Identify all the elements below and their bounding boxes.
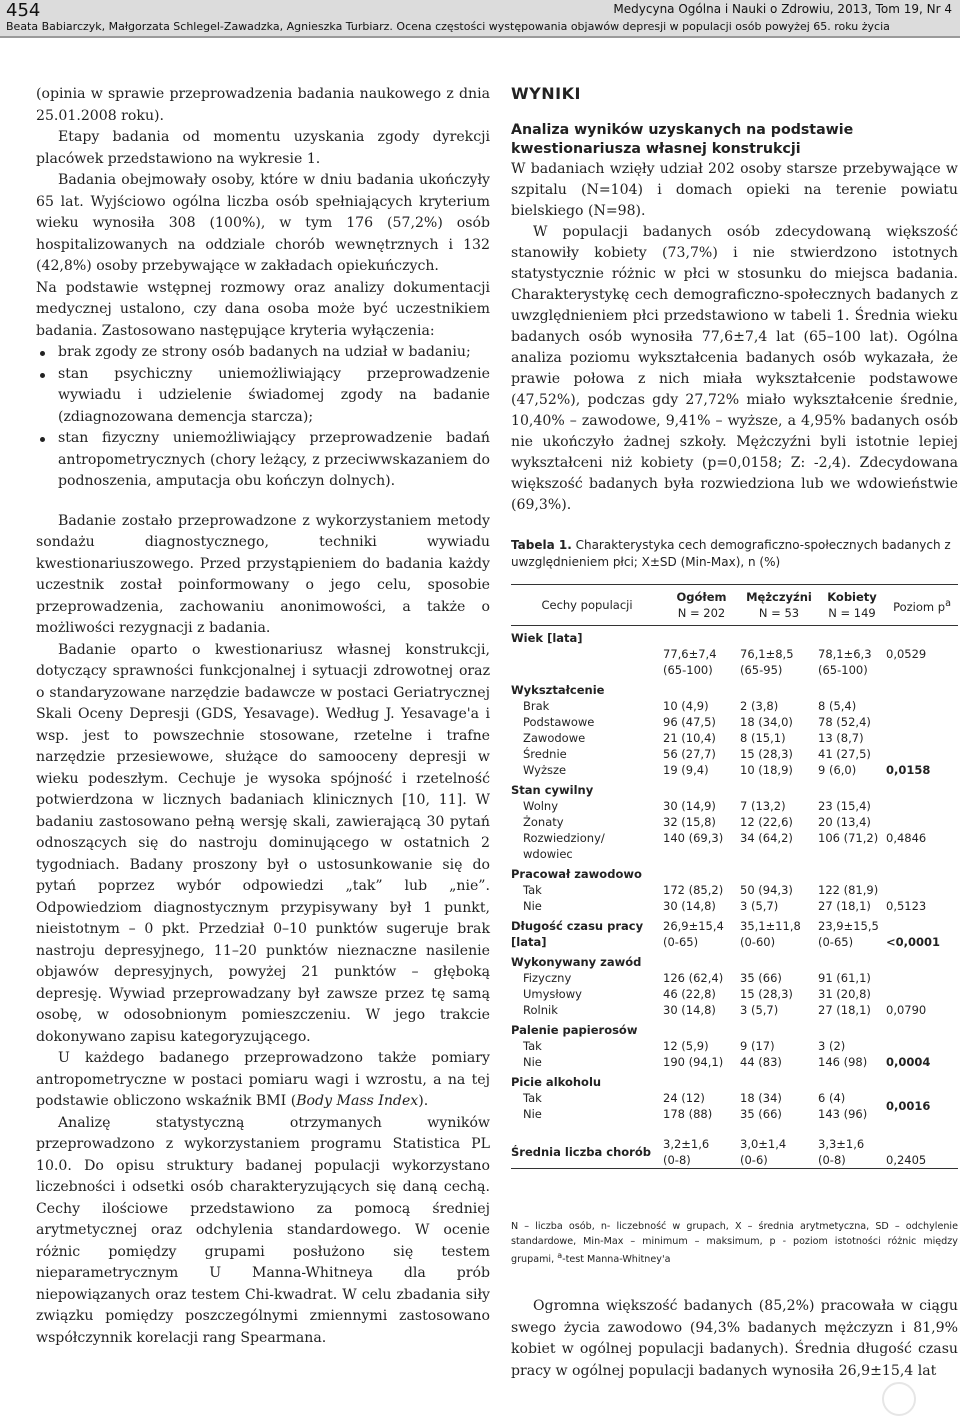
demographics-table (511, 584, 958, 1169)
table-row: Podstawowe 96 (47,5) 18 (34,0) 78 (52,4) (523, 715, 871, 729)
right-column (511, 84, 958, 516)
table-group-row: Picie alkoholu (511, 1075, 602, 1089)
table-row: 77,6±7,4 76,1±8,5 78,1±6,3 0,0529 (663, 647, 927, 661)
paragraph: U każdego badanego przeprowadzono także pomiary antropometryczne w postaci pomiaru wagi i wzrostu, a na tej podstawie obliczono wskaźnik BMI (Body Mass Index). (36, 1050, 490, 1109)
table-group-row: Pracował zawodowo (511, 867, 642, 881)
running-title: Beata Babiarczyk, Małgorzata Schlegel-Zawadzka, Agnieszka Turbiarz. Ocena częstości występowania objawów depresji w populacji osób powyżej 65. roku życia (6, 20, 890, 33)
table-group-row: Wykształcenie (511, 683, 605, 697)
table-row: Żonaty 32 (15,8) 12 (22,6) 20 (13,4) (523, 815, 871, 829)
paragraph: Badanie zostało przeprowadzone z wykorzystaniem metody sondażu diagnostycznego, techniki wywiadu kwestionariuszowego. Przed przystąpieniem do badania każdy uczestnik został poinformowany o jego celu, sposobie przeprowadzenia, zachowaniu anonimowości, a także o możliwości rezygnacji z badania. (36, 512, 490, 636)
paragraph: Etapy badania od momentu uzyskania zgody dyrekcji placówek przedstawiono na wykresie 1. (36, 129, 490, 167)
paragraph: Analizę statystyczną otrzymanych wyników przeprowadzono z wykorzystaniem programu Statistica PL 10.0. Do opisu struktury badanej populacji wykorzystano liczebności i odsetki osób charakteryzujących się daną cechą. Cechy ilościowe przedstawiono za pomocą średniej arytmetycznej oraz odchylenia standardowego. W ocenie różnic pomiędzy grupami posłużono się testem nieparametrycznym U Manna-Whitneya dla prób niepowiązanych oraz testem Chi-kwadrat. W celu zbadania siły związku pomiędzy poszczególnymi zmiennymi zastosowano współczynnik korelacji rang Spearmana. (36, 1114, 490, 1346)
table-row: Średnie 56 (27,7) 15 (28,3) 41 (27,5) (523, 747, 871, 761)
table-row: Tak 24 (12) 18 (34) 6 (4) 0,0016 (523, 1091, 931, 1113)
header-divider (0, 36, 960, 38)
table-row: (65-100) (65-95) (65-100) (663, 663, 868, 677)
list-item: stan psychiczny uniemożliwiający przeprowadzenie wywiadu i udzielenie świadomej zgody na badanie (zdiagnozowana demencja starcza); (36, 364, 490, 429)
table-header-row (511, 585, 958, 626)
paragraph: Na podstawie wstępnej rozmowy oraz analizy dokumentacji medycznej ustalono, czy dana osoba może być uczestnikiem badania. Zastosowano następujące kryteria wyłączenia: (36, 279, 490, 339)
table-row: Nie 190 (94,1) 44 (83) 146 (98) 0,0004 (523, 1055, 931, 1069)
table-footnote: N – liczba osób, n- liczebność w grupach, X – średnia arytmetyczna, SD – odchylenie standardowe, Min-Max – minimum – maksimum, p - poziom istotności różnic między grupami, $^a$-test Manna-Whitney'a (511, 1221, 958, 1266)
paragraph: Badanie oparto o kwestionariusz własnej konstrukcji, dotyczący sprawności funkcjonalnej i sytuacji zdrowotnej oraz o standaryzowane narzędzie badawcze w postaci Geriatrycznej Skali Oceny Depresji (GDS, Yesavage). Według J. Yesavage'a i wsp. jest to powszechnie stosowane, rzetelne i trafne narzędzie przesiewowe, służące do samooceny depresji w wieku podeszłym. Cechuje je wysoka spójność i rzetelność potwierdzona w licznych badaniach klinicznych [10, 11]. W badaniu zastosowano pełną wersję skali, zawierającą 30 pytań odnoszących się do nastroju dominującego w ostatnich 2 tygodniach. Badany proszony był o ustosunkowanie się do pytań poprzez wybór odpowiedzi „tak” lub „nie”. Odpowiedziom diagnostycznym przypisywany był 1 punkt, nieistotnym – 0 pkt. Przedział 0–10 punktów sugeruje brak nastroju depresyjnego, 11–20 punktów nieznaczne nasilenie objawów depresyjnych, powyżej 21 punktów – głęboką depresję. Wywiad przeprowadzany był zawsze przez tę samą osobę, w odosobnionym pomieszczeniu. W jego trakcie dokonywano zapisu kategoryzującego. (36, 641, 490, 1045)
right-column-continued (511, 1296, 958, 1382)
column-header: Poziom $p^a$ (893, 597, 951, 614)
table-row: Tak 12 (5,9) 9 (17) 3 (2) (523, 1039, 846, 1053)
table-row: [lata] (0-65) (0-60) (0-65) <0,0001 (511, 935, 941, 949)
section-title: WYNIKI (511, 84, 581, 103)
journal-title: Medycyna Ogólna i Nauki o Zdrowiu, 2013, Tom 19, Nr 4 (613, 2, 952, 16)
table-row: Brak 10 (4,9) 2 (3,8) 8 (5,4) (523, 699, 857, 713)
table-row: Wyższe 19 (9,4) 10 (18,9) 9 (6,0) 0,0158 (523, 763, 931, 777)
column-header: Mężczyźni N = 53 (746, 590, 812, 620)
list-item: stan fizyczny uniemożliwiający przeprowadzenie badań antropometrycznych (chory leżący, z przeciwwskazaniem do podnoszenia, amputacja obu kończyn dolnych). (36, 428, 490, 493)
column-header: Kobiety N = 149 (827, 590, 877, 620)
table-group-row: Wykonywany zawód (511, 955, 642, 969)
table-row: Wolny 30 (14,9) 7 (13,2) 23 (15,4) (523, 799, 871, 813)
table-row: Tak 172 (85,2) 50 (94,3) 122 (81,9) (523, 883, 879, 897)
table-row: Zawodowe 21 (10,4) 8 (15,1) 13 (8,7) (523, 731, 864, 745)
table-row: Nie 178 (88) 35 (66) 143 (96) (523, 1107, 868, 1121)
left-column (36, 84, 490, 1349)
table-row: Rozwiedziony/ 140 (69,3) 34 (64,2) 106 (71,2) 0,4846 (523, 831, 927, 845)
table-group-row: Palenie papierosów (511, 1023, 638, 1037)
table-row: Umysłowy 46 (22,8) 15 (28,3) 31 (20,8) (523, 987, 871, 1001)
table-group-row: Wiek [lata] (511, 631, 583, 645)
paragraph: W badaniach wzięły udział 202 osoby starsze przebywające w szpitalu (N=104) i domach opieki na terenie powiatu bielskiego (N=98). (511, 161, 958, 219)
subsection-title: Analiza wyników uzyskanych na podstawie kwestionariusza własnej konstrukcji (511, 122, 854, 157)
paragraph: Ogromna większość badanych (85,2%) pracowała w ciągu swego życia zawodowo (94,3% badanych mężczyzn i 81,9% kobiet w ogólnej populacji badanych). Średnia długość czasu pracy w ogólnej populacji badanych wynosiła 26,9±15,4 lat (511, 1298, 958, 1379)
page-number: 454 (6, 0, 41, 21)
table-group-row: Długość czasu pracy 26,9±15,4 35,1±11,8 23,9±15,5 (511, 919, 879, 933)
exclusion-criteria-list (36, 342, 490, 493)
table-row: Nie 30 (14,8) 3 (5,7) 27 (18,1) 0,5123 (523, 899, 927, 913)
paragraph: Badania obejmowały osoby, które w dniu badania ukończyły 65 lat. Wyjściowo ogólna liczba osób spełniających kryterium wieku wynosiła 308 (100%), w tym 176 (57,2%) osób hospitalizowanych na oddziale chorób wewnętrznych i 132 (42,8%) osoby przebywające w zakładach opiekuńczych. (36, 172, 490, 274)
table-row: Rolnik 30 (14,8) 3 (5,7) 27 (18,1) 0,0790 (523, 1003, 927, 1017)
paragraph: (opinia w sprawie przeprowadzenia badania naukowego z dnia 25.01.2008 roku). (36, 86, 490, 124)
table-row: Średnia liczba chorób (0-8) (0-6) (0-8) 0,2405 (511, 1152, 958, 1169)
list-item: brak zgody ze strony osób badanych na udział w badaniu; (36, 342, 490, 364)
table-row: wdowiec (523, 847, 573, 861)
column-header: Cechy populacji (541, 598, 633, 612)
table-row: 3,2±1,6 3,0±1,4 3,3±1,6 (663, 1137, 865, 1151)
watermark-logo-icon (882, 1382, 916, 1416)
column-header: Ogółem N = 202 (676, 590, 727, 620)
table-caption: Tabela 1. Charakterystyka cech demograficzno-społecznych badanych z uwzględnieniem płci; X±SD (Min-Max), n (%) (511, 538, 951, 569)
paragraph: W populacji badanych osób zdecydowaną większość stanowiły kobiety (73,7%) i nie stwierdzono istotnych statystycznie różnic w płci w stosunku do miejsca badania. Charakterystykę cech demograficzno-społecznych badanych z uwzględnieniem płci przedstawiono w tabeli 1. Średnia wieku badanych osób wynosiła 77,6±7,4 lat (65–100 lat). Ogólna analiza poziomu wykształcenia badanych osób wykazała, że prawie połowa z nich miała wykształcenie podstawowe (47,52%), podczas gdy 27,72% miało wykształcenie średnie, 10,40% – zawodowe, 9,41% – wyższe, a 4,95% badanych osób nie ukończyło żadnej szkoły. Mężczyźni byli istotnie lepiej wykształceni niż kobiety (p=0,0158; Z: -2,4). Zdecydowana większość badanych była rozwiedziona lub we wdowieństwie (69,3%). (511, 224, 958, 513)
table-group-row: Stan cywilny (511, 783, 594, 797)
table-row: Fizyczny 126 (62,4) 35 (66) 91 (61,1) (523, 971, 871, 985)
